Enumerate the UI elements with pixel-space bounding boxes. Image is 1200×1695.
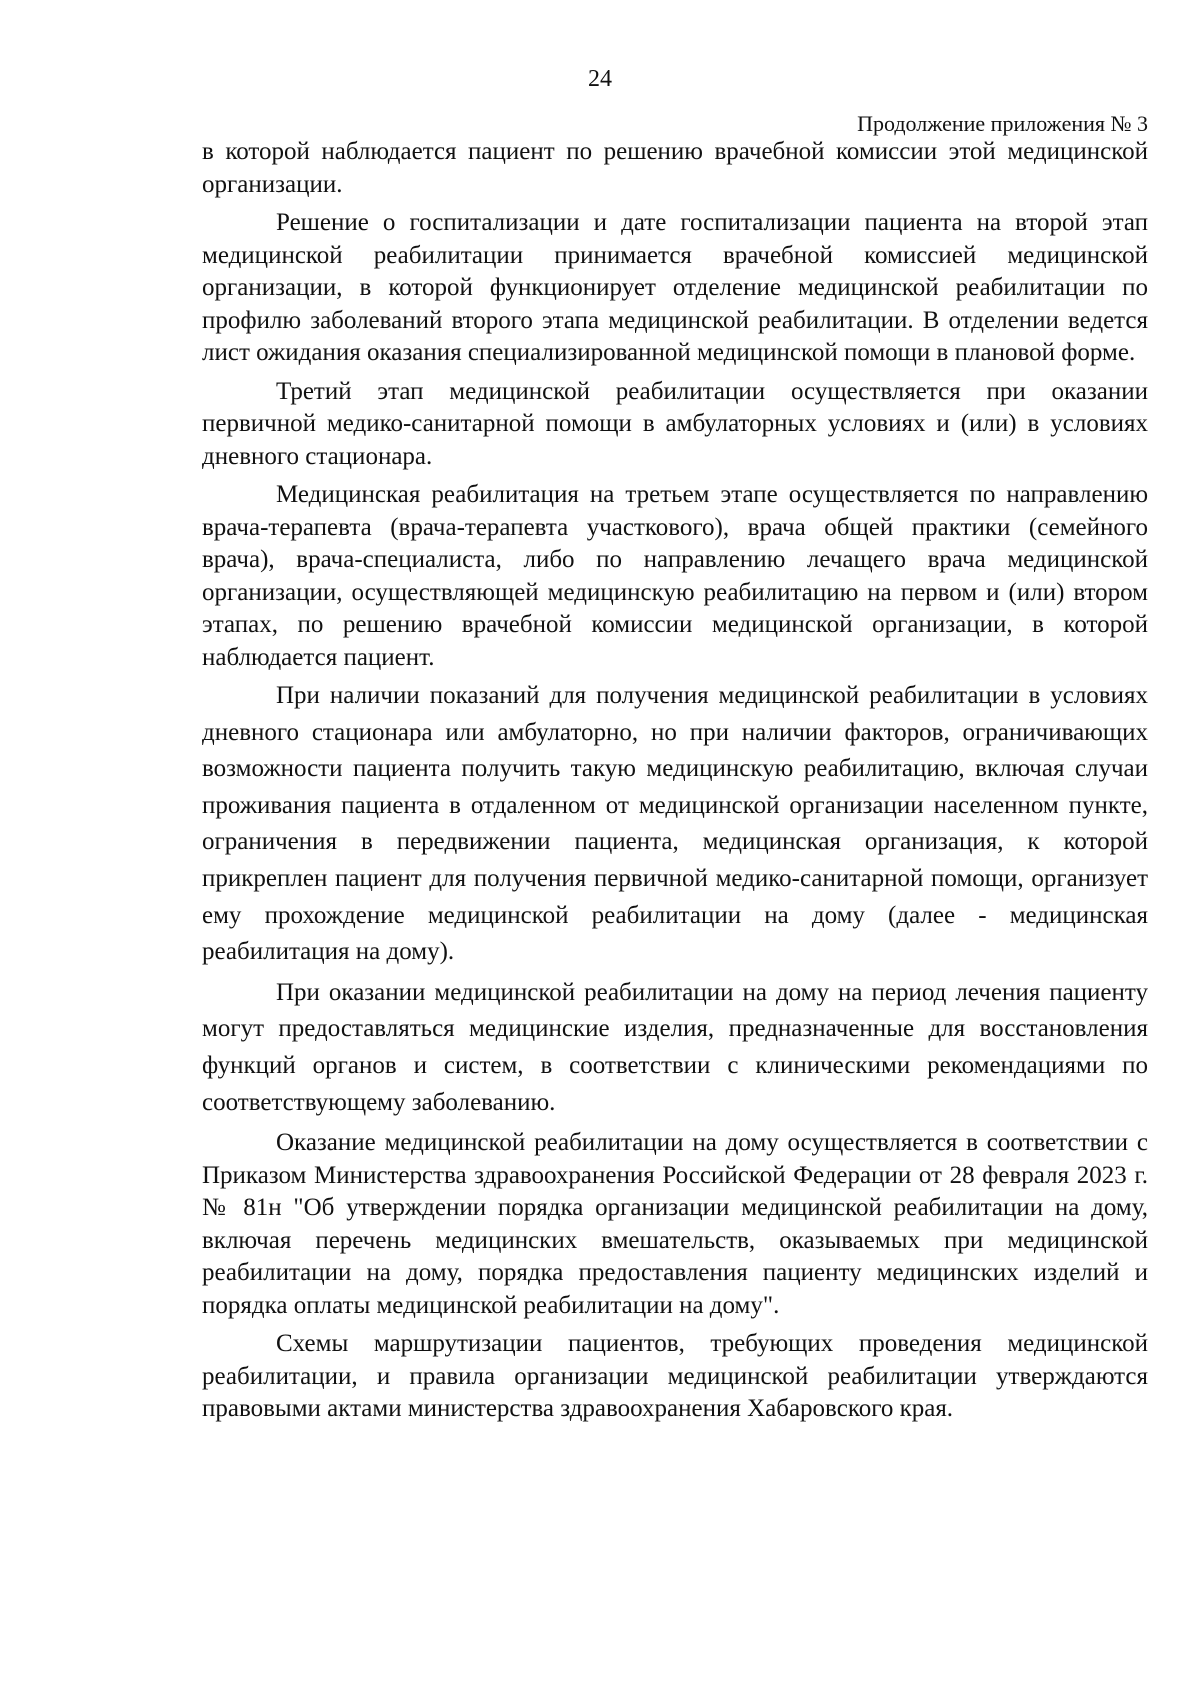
paragraph-hospitalization-decision: Решение о госпитализации и дате госпитализации пациента на второй этап медицинской реабилитации принимается врачебной комиссией медицинской организации, в которой функционирует отделение медицинской реабилитации по профилю заболеваний второго этапа медицинской реабилитации. В отделении ведется лист ожидания оказания специализированной медицинской помощи в плановой форме. [202, 209, 1148, 366]
paragraph-continuation: в которой наблюдается пациент по решению врачебной комиссии этой медицинской организации. [202, 138, 1148, 198]
document-body [202, 136, 1148, 1426]
page-number: 24 [588, 66, 612, 92]
paragraph-home-rehabilitation: При наличии показаний для получения медицинской реабилитации в условиях дневного стационара или амбулаторно, но при наличии факторов, ограничивающих возможности пациента получить такую медицинскую реабилитацию, включая случаи проживания пациента в отдаленном от медицинской организации населенном пункте, ограничения в передвижении пациента, медицинская организация, к которой прикреплен пациент для получения первичной медико-санитарной помощи, организует ему прохождение медицинской реабилитации на дому (далее - медицинская реабилитация на дому). [202, 682, 1148, 966]
paragraph-third-stage: Третий этап медицинской реабилитации осуществляется при оказании первичной медико-санитарной помощи в амбулаторных условиях и (или) в условиях дневного стационара. [202, 377, 1148, 470]
appendix-continuation-note: Продолжение приложения № 3 [857, 111, 1148, 136]
paragraph-third-stage-referral: Медицинская реабилитация на третьем этапе осуществляется по направлению врача-терапевта (врача-терапевта участкового), врача общей практики (семейного врача), врача-специалиста, либо по направлению лечащего врача медицинской организации, осуществляющей медицинскую реабилитацию на первом и (или) втором этапах, по решению врачебной комиссии медицинской организации, в которой наблюдается пациент. [202, 481, 1148, 671]
paragraph-medical-devices: При оказании медицинской реабилитации на дому на период лечения пациенту могут предоставляться медицинские изделия, предназначенные для восстановления функций органов и систем, в соответствии с клиническими рекомендациями по соответствующему заболеванию. [202, 978, 1148, 1116]
paragraph-routing-schemes: Схемы маршрутизации пациентов, требующих проведения медицинской реабилитации, и правила организации медицинской реабилитации утверждаются правовыми актами министерства здравоохранения Хабаровского края. [202, 1330, 1148, 1423]
paragraph-order-81n: Оказание медицинской реабилитации на дому осуществляется в соответствии с Приказом Министерства здравоохранения Российской Федерации от 28 февраля 2023 г. № 81н "Об утверждении порядка организации медицинской реабилитации на дому, включая перечень медицинских вмешательств, оказываемых при медицинской реабилитации на дому, порядка предоставления пациенту медицинских изделий и порядка оплаты медицинской реабилитации на дому". [202, 1129, 1148, 1319]
